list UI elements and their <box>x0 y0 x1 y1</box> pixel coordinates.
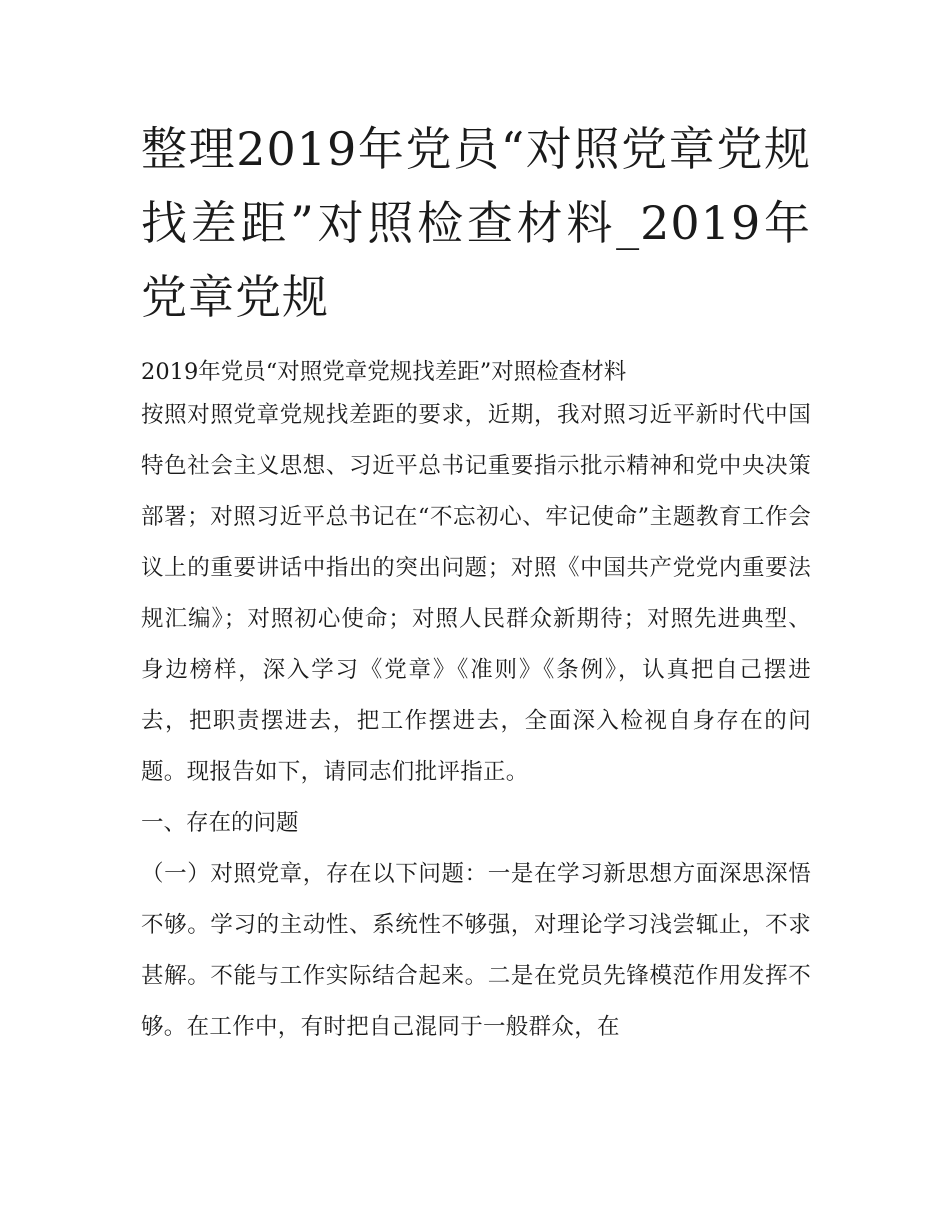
document-content <box>141 112 811 1053</box>
section-heading: 一、存在的问题 <box>141 810 299 836</box>
document-title: 整理2019年党员“对照党章党规找差距”对照检查材料_2019年党章党规 <box>141 122 811 324</box>
intro-paragraph: 按照对照党章党规找差距的要求，近期，我对照习近平新时代中国特色社会主义思想、习近平总书记重要指示批示精神和党中央决策部署；对照习近平总书记在“不忘初心、牢记使命”主题教育工作会议上的重要讲话中指出的突出问题；对照《中国共产党党内重要法规汇编》；对照初心使命；对照人民群众新期待；对照先进典型、身边榜样，深入学习《党章》《准则》《条例》，认真把自己摆进去，把职责摆进去，把工作摆进去，全面深入检视自身存在的问题。现报告如下，请同志们批评指正。 <box>141 402 811 785</box>
document-subtitle: 2019年党员“对照党章党规找差距”对照检查材料 <box>141 359 627 385</box>
section-paragraph: （一）对照党章，存在以下问题：一是在学习新思想方面深思深悟不够。学习的主动性、系统性不够强，对理论学习浅尝辄止，不求甚解。不能与工作实际结合起来。二是在党员先锋模范作用发挥不够。在工作中，有时把自己混同于一般群众，在 <box>141 861 811 1040</box>
